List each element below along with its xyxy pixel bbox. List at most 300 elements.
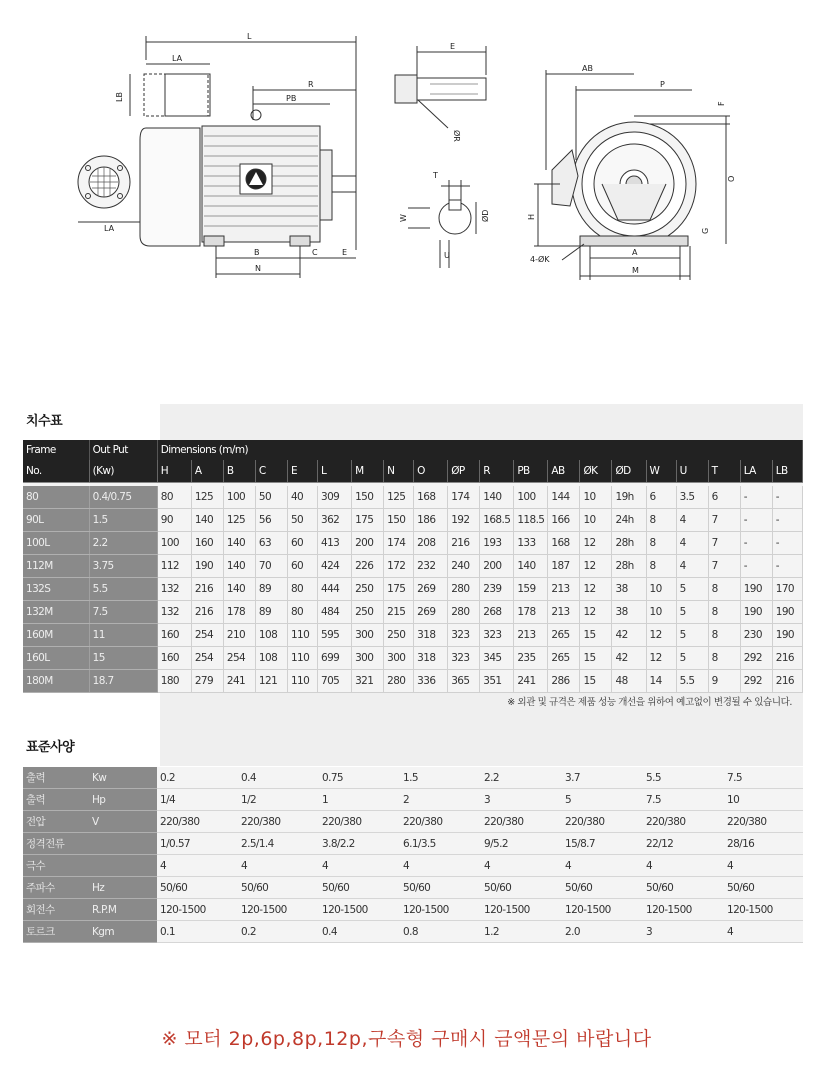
spec-value-cell: 220/380 (643, 811, 724, 833)
dim-value-cell: 108 (255, 624, 287, 647)
dim-column-header: AB (548, 460, 580, 483)
spec-unit-cell: Hp (89, 789, 157, 811)
spec-value-cell: 4 (481, 855, 562, 877)
dim-value-cell: 38 (612, 578, 646, 601)
dim-header-row-2 (23, 460, 803, 483)
dim-value-cell: 4 (676, 555, 708, 578)
spec-value-cell: 4 (157, 855, 238, 877)
spec-value-cell: 22/12 (643, 833, 724, 855)
dim-value-cell: 280 (384, 670, 414, 693)
output-cell: 7.5 (89, 601, 157, 624)
dim-value-cell: - (772, 532, 802, 555)
dim-value-cell: 159 (514, 578, 548, 601)
dim-value-cell: 292 (740, 670, 772, 693)
dim-value-cell: 140 (480, 486, 514, 509)
dim-label-PB: PB (286, 94, 297, 103)
dim-value-cell: 108 (255, 647, 287, 670)
dim-value-cell: 10 (646, 578, 676, 601)
dim-value-cell: 241 (223, 670, 255, 693)
dim-value-cell: 90 (157, 509, 191, 532)
dim-value-cell: 192 (448, 509, 480, 532)
spec-value-cell: 50/60 (643, 877, 724, 899)
dim-column-header: L (318, 460, 352, 483)
dim-value-cell: 484 (318, 601, 352, 624)
dim-column-header: LA (740, 460, 772, 483)
table-row (23, 670, 803, 693)
dim-value-cell: 125 (191, 486, 223, 509)
dim-value-cell: 699 (318, 647, 352, 670)
spec-value-cell: 15/8.7 (562, 833, 643, 855)
dim-value-cell: 150 (352, 486, 384, 509)
output-cell: 11 (89, 624, 157, 647)
spec-value-cell: 1.2 (481, 921, 562, 943)
dim-value-cell: 168 (548, 532, 580, 555)
dim-column-header: O (414, 460, 448, 483)
spec-value-cell: 4 (724, 855, 803, 877)
dim-value-cell: 168 (414, 486, 448, 509)
dim-column-header: A (191, 460, 223, 483)
dim-value-cell: 292 (740, 647, 772, 670)
dim-value-cell: 254 (191, 624, 223, 647)
dim-value-cell: 140 (223, 532, 255, 555)
dim-value-cell: 15 (580, 647, 612, 670)
dim-value-cell: 254 (223, 647, 255, 670)
dim-label-T: T (433, 171, 438, 180)
dim-column-header: ØP (448, 460, 480, 483)
dim-value-cell: 250 (352, 601, 384, 624)
dim-value-cell: 12 (646, 647, 676, 670)
dim-value-cell: 362 (318, 509, 352, 532)
dim-label-E: E (342, 248, 348, 257)
dim-column-header: T (708, 460, 740, 483)
dim-column-header: H (157, 460, 191, 483)
dim-value-cell: 7 (708, 509, 740, 532)
dim-value-cell: 48 (612, 670, 646, 693)
dim-value-cell: - (772, 509, 802, 532)
dim-value-cell: 213 (514, 624, 548, 647)
dim-label-LA2: LA (104, 224, 115, 233)
dim-value-cell: 269 (414, 601, 448, 624)
dim-value-cell: 178 (223, 601, 255, 624)
dim-value-cell: 300 (352, 647, 384, 670)
dim-value-cell: 42 (612, 624, 646, 647)
table-row (23, 811, 803, 833)
frame-cell: 100L (23, 532, 89, 555)
dim-value-cell: 144 (548, 486, 580, 509)
spec-value-cell: 120-1500 (562, 899, 643, 921)
dim-value-cell: 705 (318, 670, 352, 693)
spec-label-cell: 주파수 (23, 877, 89, 899)
output-cell: 0.4/0.75 (89, 486, 157, 509)
dim-label-OR: ØR (452, 130, 461, 142)
dim-value-cell: 265 (548, 647, 580, 670)
spec-value-cell: 120-1500 (157, 899, 238, 921)
front-view (527, 64, 736, 280)
dim-value-cell: 140 (223, 555, 255, 578)
dim-value-cell: 190 (740, 578, 772, 601)
dim-value-cell: 216 (772, 670, 802, 693)
dim-column-header: U (676, 460, 708, 483)
dim-value-cell: 424 (318, 555, 352, 578)
table-row (23, 855, 803, 877)
dim-value-cell: 230 (740, 624, 772, 647)
dim-label-R: R (308, 80, 314, 89)
dim-value-cell: 190 (772, 601, 802, 624)
dim-value-cell: 110 (287, 670, 317, 693)
dim-value-cell: 208 (414, 532, 448, 555)
dim-value-cell: 160 (191, 532, 223, 555)
dim-value-cell: 100 (223, 486, 255, 509)
table-row (23, 921, 803, 943)
table-row (23, 767, 803, 789)
table-row (23, 899, 803, 921)
dim-label-A: A (632, 248, 638, 257)
dim-value-cell: 140 (223, 578, 255, 601)
dim-value-cell: 8 (708, 601, 740, 624)
dim-value-cell: 235 (514, 647, 548, 670)
spec-unit-cell: R.P.M (89, 899, 157, 921)
dim-column-header: E (287, 460, 317, 483)
dim-value-cell: 268 (480, 601, 514, 624)
dim-value-cell: 12 (646, 624, 676, 647)
dim-value-cell: 300 (384, 647, 414, 670)
dim-value-cell: 213 (548, 578, 580, 601)
dim-value-cell: 5.5 (676, 670, 708, 693)
dim-column-header: M (352, 460, 384, 483)
dim-value-cell: 140 (514, 555, 548, 578)
dim-value-cell: 9 (708, 670, 740, 693)
spec-value-cell: 220/380 (319, 811, 400, 833)
dim-value-cell: 110 (287, 647, 317, 670)
dim-value-cell: 7 (708, 532, 740, 555)
dim-value-cell: - (740, 532, 772, 555)
dim-value-cell: 321 (352, 670, 384, 693)
spec-value-cell: 3 (481, 789, 562, 811)
dim-value-cell: 323 (448, 647, 480, 670)
dim-value-cell: 279 (191, 670, 223, 693)
dim-value-cell: 8 (646, 555, 676, 578)
dim-value-cell: 125 (223, 509, 255, 532)
spec-label-cell: 토르크 (23, 921, 89, 943)
dim-column-header: B (223, 460, 255, 483)
spec-value-cell: 4 (724, 921, 803, 943)
spec-value-cell: 120-1500 (238, 899, 319, 921)
dim-value-cell: 193 (480, 532, 514, 555)
spec-value-cell: 5 (562, 789, 643, 811)
spec-value-cell: 1/2 (238, 789, 319, 811)
dim-value-cell: 200 (480, 555, 514, 578)
dim-value-cell: 186 (414, 509, 448, 532)
dim-value-cell: 8 (708, 647, 740, 670)
dim-value-cell: 6 (708, 486, 740, 509)
table-row (23, 789, 803, 811)
dim-value-cell: 216 (191, 601, 223, 624)
dim-label-OD: ØD (481, 209, 490, 222)
spec-value-cell: 3.7 (562, 767, 643, 789)
motor-dimension-drawing (0, 0, 813, 300)
dim-value-cell: 5 (676, 578, 708, 601)
spec-value-cell: 1/0.57 (157, 833, 238, 855)
dim-value-cell: 50 (287, 509, 317, 532)
spec-table-body (23, 767, 803, 943)
output-cell: 18.7 (89, 670, 157, 693)
dim-value-cell: 89 (255, 601, 287, 624)
output-cell: 1.5 (89, 509, 157, 532)
dim-value-cell: 300 (352, 624, 384, 647)
dim-label-H: H (527, 213, 536, 220)
dim-value-cell: 216 (448, 532, 480, 555)
spec-value-cell: 28/16 (724, 833, 803, 855)
dim-value-cell: 216 (191, 578, 223, 601)
frame-header-1: Frame (23, 440, 89, 460)
frame-cell: 80 (23, 486, 89, 509)
spec-unit-cell: V (89, 811, 157, 833)
spec-label-cell: 극수 (23, 855, 89, 877)
dim-value-cell: 10 (646, 601, 676, 624)
standard-spec-table (23, 767, 803, 943)
dim-value-cell: 269 (414, 578, 448, 601)
spec-value-cell: 4 (400, 855, 481, 877)
dim-value-cell: 140 (191, 509, 223, 532)
dim-table-body (23, 486, 803, 693)
spec-unit-cell: Kw (89, 767, 157, 789)
dim-column-header: C (255, 460, 287, 483)
dim-value-cell: 318 (414, 624, 448, 647)
spec-value-cell: 2 (400, 789, 481, 811)
dim-label-N: N (255, 264, 261, 273)
dim-value-cell: 10 (580, 509, 612, 532)
spec-value-cell: 7.5 (724, 767, 803, 789)
frame-cell: 132S (23, 578, 89, 601)
spec-value-cell: 50/60 (319, 877, 400, 899)
table-row (23, 833, 803, 855)
table-row (23, 555, 803, 578)
output-header-2: (Kw) (89, 460, 157, 483)
output-cell: 15 (89, 647, 157, 670)
spec-unit-cell: Hz (89, 877, 157, 899)
spec-value-cell: 50/60 (157, 877, 238, 899)
spec-value-cell: 120-1500 (481, 899, 562, 921)
frame-cell: 160M (23, 624, 89, 647)
spec-value-cell: 120-1500 (400, 899, 481, 921)
spec-value-cell: 220/380 (400, 811, 481, 833)
dim-value-cell: 240 (448, 555, 480, 578)
output-header-1: Out Put (89, 440, 157, 460)
dim-value-cell: 180 (157, 670, 191, 693)
dim-value-cell: 8 (708, 578, 740, 601)
spec-value-cell: 220/380 (481, 811, 562, 833)
dim-label-LA: LA (172, 54, 183, 63)
dim-value-cell: 190 (740, 601, 772, 624)
dim-label-L: L (247, 32, 252, 41)
spec-value-cell: 0.1 (157, 921, 238, 943)
dim-value-cell: 216 (772, 647, 802, 670)
dim-value-cell: 28h (612, 532, 646, 555)
side-view (78, 32, 356, 278)
dim-value-cell: 250 (352, 578, 384, 601)
spec-value-cell: 0.2 (157, 767, 238, 789)
dim-value-cell: 286 (548, 670, 580, 693)
dim-value-cell: 80 (157, 486, 191, 509)
dim-label-LB: LB (115, 92, 124, 102)
spec-value-cell: 9/5.2 (481, 833, 562, 855)
spec-value-cell: 120-1500 (319, 899, 400, 921)
dim-value-cell: 80 (287, 578, 317, 601)
dim-value-cell: 150 (384, 509, 414, 532)
dim-value-cell: 15 (580, 670, 612, 693)
spec-value-cell: 2.0 (562, 921, 643, 943)
dim-value-cell: 336 (414, 670, 448, 693)
spec-value-cell: 1/4 (157, 789, 238, 811)
dim-value-cell: 168.5 (480, 509, 514, 532)
dim-value-cell: 50 (255, 486, 287, 509)
dim-value-cell: 10 (580, 486, 612, 509)
spec-value-cell: 10 (724, 789, 803, 811)
dim-label-G: G (701, 227, 710, 234)
dim-value-cell: 5 (676, 624, 708, 647)
dim-label-K: 4-ØK (530, 255, 550, 264)
dim-value-cell: 174 (384, 532, 414, 555)
dim-value-cell: 132 (157, 601, 191, 624)
dim-value-cell: 15 (580, 624, 612, 647)
dim-value-cell: 4 (676, 509, 708, 532)
dim-value-cell: 6 (646, 486, 676, 509)
dim-value-cell: 595 (318, 624, 352, 647)
spec-label-cell: 회전수 (23, 899, 89, 921)
dim-label-E2: E (450, 42, 456, 51)
dim-value-cell: 215 (384, 601, 414, 624)
spec-value-cell: 120-1500 (724, 899, 803, 921)
dim-value-cell: 280 (448, 578, 480, 601)
spec-value-cell: 50/60 (724, 877, 803, 899)
dim-label-M: M (632, 266, 639, 275)
dim-value-cell: 190 (191, 555, 223, 578)
spec-value-cell: 220/380 (724, 811, 803, 833)
spec-value-cell: 0.4 (238, 767, 319, 789)
spec-value-cell: 0.4 (319, 921, 400, 943)
dim-value-cell: 5 (676, 601, 708, 624)
dim-value-cell: 265 (548, 624, 580, 647)
dim-value-cell: 80 (287, 601, 317, 624)
dim-value-cell: 89 (255, 578, 287, 601)
dim-value-cell: 200 (352, 532, 384, 555)
dim-value-cell: 166 (548, 509, 580, 532)
spec-value-cell: 50/60 (400, 877, 481, 899)
dim-value-cell: 12 (580, 532, 612, 555)
dim-value-cell: - (740, 509, 772, 532)
frame-cell: 90L (23, 509, 89, 532)
dim-value-cell: - (772, 486, 802, 509)
frame-cell: 160L (23, 647, 89, 670)
spec-unit-cell (89, 833, 157, 855)
dim-label-O: O (727, 175, 736, 182)
dim-value-cell: 100 (157, 532, 191, 555)
spec-label-cell: 전압 (23, 811, 89, 833)
dim-value-cell: 250 (384, 624, 414, 647)
dim-value-cell: 190 (772, 624, 802, 647)
dim-column-header: W (646, 460, 676, 483)
dim-label-C: C (312, 248, 318, 257)
spec-unit-cell (89, 855, 157, 877)
spec-value-cell: 120-1500 (643, 899, 724, 921)
dim-value-cell: 444 (318, 578, 352, 601)
table-row (23, 647, 803, 670)
dim-header-row-1 (23, 440, 803, 460)
dim-value-cell: 133 (514, 532, 548, 555)
dim-value-cell: 226 (352, 555, 384, 578)
dim-label-F: F (717, 101, 726, 106)
dim-value-cell: 210 (223, 624, 255, 647)
dim-value-cell: 19h (612, 486, 646, 509)
output-cell: 5.5 (89, 578, 157, 601)
spec-value-cell: 4 (562, 855, 643, 877)
dim-section-title: 치수표 (26, 414, 63, 429)
frame-cell: 132M (23, 601, 89, 624)
dim-value-cell: - (772, 555, 802, 578)
dim-value-cell: 172 (384, 555, 414, 578)
spec-value-cell: 220/380 (238, 811, 319, 833)
dim-value-cell: 5 (676, 647, 708, 670)
dim-value-cell: 170 (772, 578, 802, 601)
dim-value-cell: 175 (352, 509, 384, 532)
dim-label-P: P (660, 80, 665, 89)
dim-value-cell: 38 (612, 601, 646, 624)
dim-value-cell: 4 (676, 532, 708, 555)
dim-value-cell: 254 (191, 647, 223, 670)
spec-value-cell: 220/380 (157, 811, 238, 833)
dim-value-cell: 241 (514, 670, 548, 693)
spec-value-cell: 4 (319, 855, 400, 877)
dim-value-cell: 232 (414, 555, 448, 578)
table-row (23, 601, 803, 624)
dim-value-cell: 70 (255, 555, 287, 578)
dim-column-header: N (384, 460, 414, 483)
dim-value-cell: 239 (480, 578, 514, 601)
dim-column-header: ØD (612, 460, 646, 483)
dim-value-cell: 365 (448, 670, 480, 693)
shaft-detail (395, 42, 490, 268)
dimensions-header: Dimensions (m/m) (157, 440, 802, 460)
dim-label-B: B (254, 248, 260, 257)
spec-value-cell: 3.8/2.2 (319, 833, 400, 855)
spec-value-cell: 220/380 (562, 811, 643, 833)
dim-value-cell: 63 (255, 532, 287, 555)
dimension-table (23, 440, 803, 693)
dim-value-cell: 175 (384, 578, 414, 601)
spec-value-cell: 6.1/3.5 (400, 833, 481, 855)
spec-unit-cell: Kgm (89, 921, 157, 943)
dim-value-cell: 28h (612, 555, 646, 578)
spec-value-cell: 4 (643, 855, 724, 877)
dim-value-cell: 40 (287, 486, 317, 509)
dim-value-cell: 174 (448, 486, 480, 509)
spec-value-cell: 50/60 (562, 877, 643, 899)
spec-value-cell: 7.5 (643, 789, 724, 811)
dim-column-header: R (480, 460, 514, 483)
dim-column-header: PB (514, 460, 548, 483)
spec-value-cell: 3 (643, 921, 724, 943)
spec-label-cell: 출력 (23, 767, 89, 789)
spec-value-cell: 5.5 (643, 767, 724, 789)
spec-value-cell: 2.5/1.4 (238, 833, 319, 855)
dim-value-cell: 213 (548, 601, 580, 624)
spec-value-cell: 0.2 (238, 921, 319, 943)
dim-column-header: ØK (580, 460, 612, 483)
dim-value-cell: 8 (646, 532, 676, 555)
dim-value-cell: 318 (414, 647, 448, 670)
dim-value-cell: 12 (580, 555, 612, 578)
dim-value-cell: 323 (448, 624, 480, 647)
